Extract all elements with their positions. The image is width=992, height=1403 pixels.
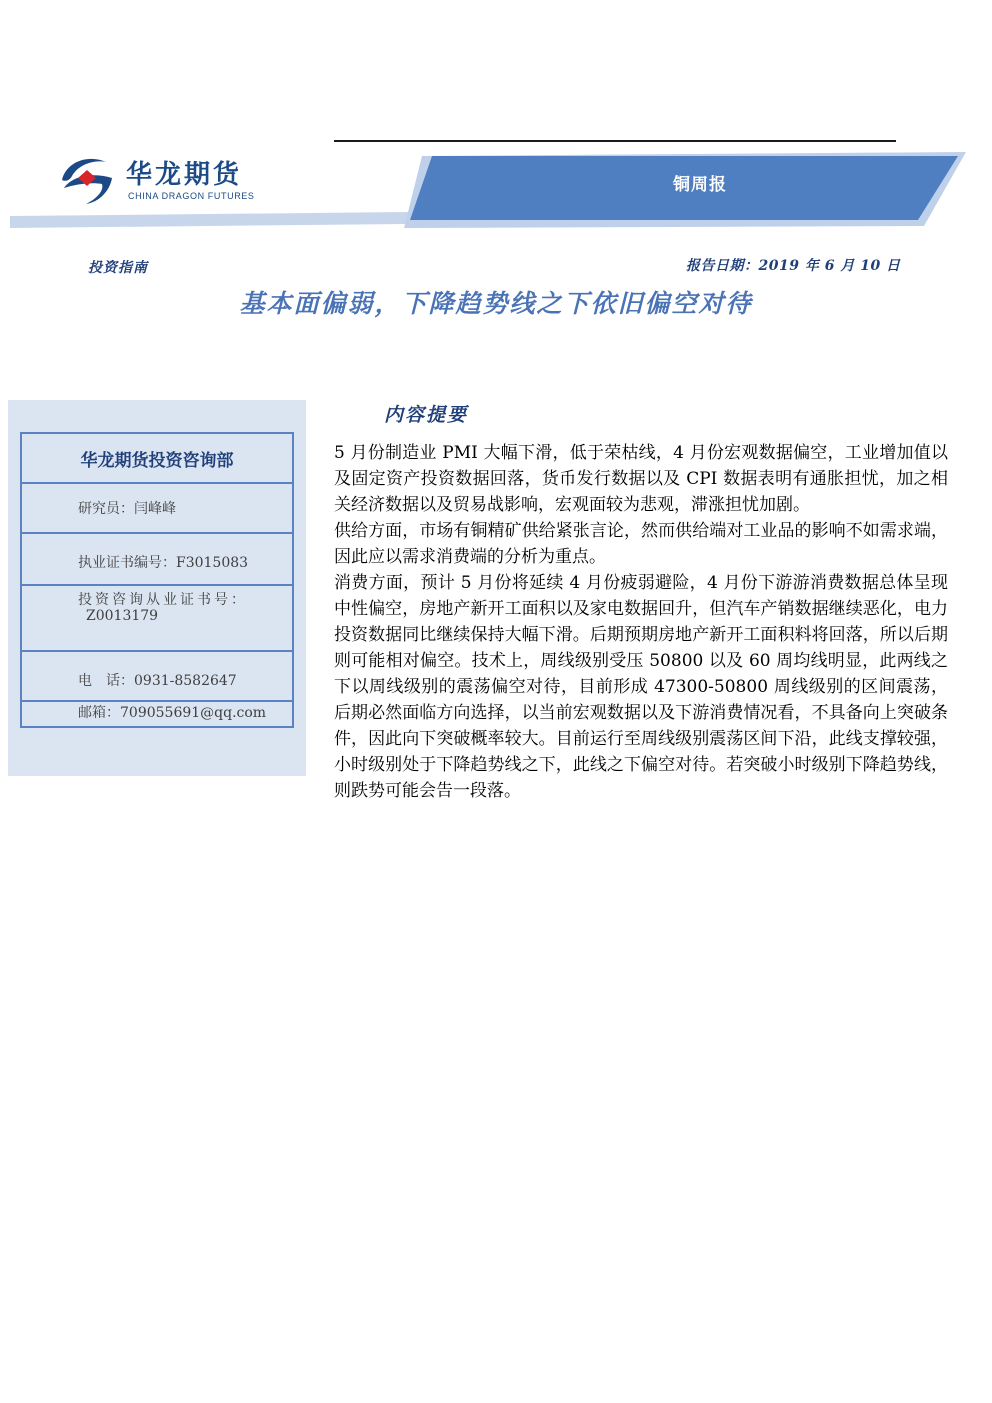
email-address: 邮箱：709055691@qq.com: [78, 705, 267, 721]
company-logo: [58, 150, 258, 210]
contact-table: [20, 432, 294, 728]
summary-body: [334, 440, 948, 804]
dragon-logo-icon: [58, 150, 116, 208]
advisory-certificate: [22, 586, 292, 652]
report-category: 投资指南: [88, 260, 148, 276]
logo-text-cn: 华龙期货: [126, 160, 243, 190]
summary-paragraph-demand: 消费方面，预计 5 月份将延续 4 月份疲弱避险，4 月份下游游消费数据总体呈现中性偏空，房地产新开工面积以及家电数据回升，但汽车产销数据继续恶化，电力投资数据同比继续保持大幅下滑。后期预期房地产新开工面积料将回落，所以后期则可能相对偏空。技术上，周线级别受压 50800 以及 60 周均线明显，此两线之下以周线级别的震荡偏空对待，目前形成 47300-50800 周线级别的区间震荡，后期必然面临方向选择，以当前宏观数据以及下游消费情况看，不具备向上突破条件，因此向下突破概率较大。目前运行至周线级别震荡区间下沿，此线支撑较强，小时级别处于下降趋势线之下，此线之下偏空对待。若突破小时级别下降趋势线，则跌势可能会告一段落。: [334, 573, 948, 801]
banner-shadow: [10, 212, 412, 228]
summary-paragraph-macro: 5 月份制造业 PMI 大幅下滑，低于荣枯线，4 月份宏观数据偏空，工业增加值以及固定资产投资数据回落，货币发行数据以及 CPI 数据表明有通胀担忧，加之相关经济数据以及贸易战影响，宏观面较为悲观，滞涨担忧加剧。: [334, 443, 948, 515]
summary-heading: 内容提要: [384, 404, 469, 426]
department-name: 华龙期货投资咨询部: [22, 434, 292, 484]
advisory-certificate-label: 投资咨询从业证书号：: [78, 592, 248, 608]
phone-number: 电 话：0931-8582647: [22, 652, 292, 702]
advisory-certificate-number: Z0013179: [86, 608, 159, 624]
report-date: 报告日期：2019 年 6 月 10 日: [686, 258, 901, 274]
report-type-label: 铜周报: [673, 175, 727, 195]
summary-paragraph-supply: 供给方面，市场有铜精矿供给紧张言论，然而供给端对工业品的影响不如需求端，因此应以需求消费端的分析为重点。: [334, 521, 948, 567]
page-title: 基本面偏弱，下降趋势线之下依旧偏空对待: [239, 289, 753, 318]
researcher-name: 研究员：闫峰峰: [22, 484, 292, 534]
header-rule: [334, 140, 896, 142]
practice-certificate: 执业证书编号：F3015083: [22, 534, 292, 586]
logo-text-en: CHINA DRAGON FUTURES: [128, 191, 255, 201]
